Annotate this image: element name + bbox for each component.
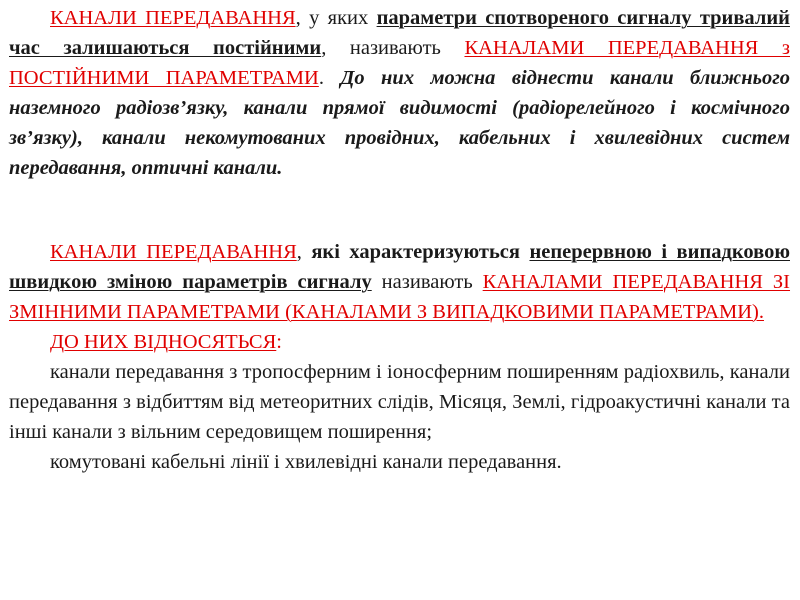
heading-colon: : bbox=[276, 331, 282, 353]
name-variable-channels: КАНАЛАМИ ПЕРЕДАВАННЯ ЗІ ЗМІННИМИ ПАРАМЕТРАМИ (КАНАЛАМИ З ВИПАДКОВИМИ ПАРАМЕТРАМИ). bbox=[9, 271, 791, 323]
text-fragment: . bbox=[318, 67, 341, 89]
text-fragment: , у яких bbox=[295, 7, 377, 29]
term-channels-2: КАНАЛИ ПЕРЕДАВАННЯ bbox=[50, 241, 297, 263]
term-channels-1: КАНАЛИ ПЕРЕДАВАННЯ bbox=[50, 7, 296, 29]
text-fragment: , bbox=[296, 241, 312, 263]
name-constant-channels: КАНАЛАМИ ПЕРЕДАВАННЯ з ПОСТІЙНИМИ ПАРАМЕТРАМИ bbox=[9, 37, 790, 89]
examples-constant: До них можна віднести канали ближнього наземного радіозв’язку, канали прямої видимості (радіорелейного і космічного зв’язку), канали некомутованих провідних, кабельних і хвилевідних систем передавання, оптичні канали. bbox=[9, 67, 791, 179]
list-item-2: комутовані кабельні лінії і хвилевідні канали передавання. bbox=[50, 451, 562, 473]
paragraph-variable-channels bbox=[9, 237, 790, 477]
heading-includes: ДО НИХ ВІДНОСЯТЬСЯ bbox=[50, 331, 277, 353]
list-item-1: канали передавання з тропосферним і іоносферним поширенням радіохвиль, канали передавання з відбиттям від метеоритних слідів, Місяця, Землі, гідроакустичні канали та інші канали з вільним середовищем поширення; bbox=[9, 361, 790, 443]
condition-constant: параметри спотвореного сигналу тривалий час залишаються постійними bbox=[9, 7, 790, 59]
condition-variable: неперервною і випадковою швидкою зміною параметрів сигналу bbox=[9, 241, 790, 293]
text-fragment: називають bbox=[371, 271, 483, 293]
text-characterized: які характеризуються bbox=[311, 241, 530, 263]
paragraph-constant-channels bbox=[9, 3, 790, 183]
text-fragment: , називають bbox=[321, 37, 465, 59]
